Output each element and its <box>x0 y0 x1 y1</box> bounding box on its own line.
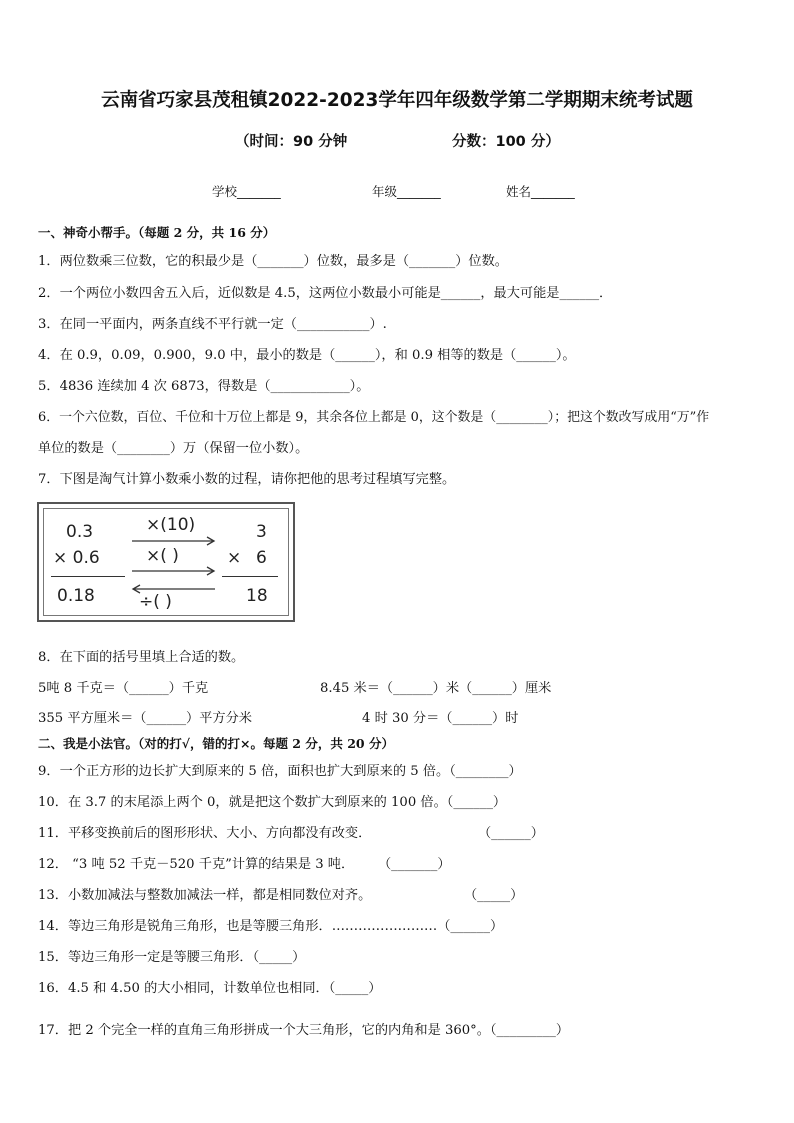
question-2: 2．一个两位小数四舍五入后，近似数是 4.5，这两位小数最小可能是______，最大可能是______． <box>38 286 613 301</box>
page-title: 云南省巧家县茂租镇2022-2023学年四年级数学第二学期期末统考试题 <box>101 90 693 111</box>
question-12: 12． “3 吨 52 千克－520 千克”计算的结果是 3 吨． <box>38 857 355 872</box>
exam-time: （时间：90 分钟 <box>235 134 348 150</box>
question-12-blank: （_______） <box>378 857 451 872</box>
question-13-blank: （_____） <box>464 888 524 903</box>
diagram-left-result: 0.18 <box>57 586 95 606</box>
diagram-left-top: 0.3 <box>66 522 94 542</box>
diagram-arrow-label-1: ×(10) <box>146 515 196 535</box>
question-6-line-2: 单位的数是（________）万（保留一位小数）。 <box>38 441 309 456</box>
diagram-right-result: 18 <box>246 586 268 606</box>
diagram-arrow-label-2: ×( ) <box>146 546 179 566</box>
right-arrow-icon <box>131 566 217 576</box>
section-2-heading: 二、我是小法官。（对的打√，错的打×。每题 2 分，共 20 分） <box>38 736 394 751</box>
question-4: 4．在 0.9，0.09，0.900，9.0 中，最小的数是（______），和 0.9 相等的数是（______）。 <box>38 348 576 363</box>
question-8c: 355 平方厘米＝（______）平方分米 <box>38 711 252 726</box>
question-6-line-1: 6．一个六位数，百位、千位和十万位上都是 9，其余各位上都是 0，这个数是（________）；把这个数改写成用“万”作 <box>38 410 710 425</box>
question-14: 14．等边三角形是锐角三角形，也是等腰三角形．……………………（______） <box>38 919 504 934</box>
name-field: 姓名_______ <box>506 184 575 199</box>
question-8d: 4 时 30 分＝（______）时 <box>362 711 519 726</box>
question-9: 9．一个正方形的边长扩大到原来的 5 倍，面积也扩大到原来的 5 倍。（________） <box>38 764 522 779</box>
question-17: 17．把 2 个完全一样的直角三角形拼成一个大三角形，它的内角和是 360°。（_________） <box>38 1023 570 1038</box>
question-7: 7．下图是淘气计算小数乘小数的过程，请你把他的思考过程填写完整。 <box>38 472 456 487</box>
section-1-heading: 一、神奇小帮手。（每题 2 分，共 16 分） <box>38 225 276 240</box>
question-10: 10．在 3.7 的末尾添上两个 0，就是把这个数扩大到原来的 100 倍。（______） <box>38 795 507 810</box>
diagram-left-multiplier: × 0.6 <box>53 548 100 568</box>
diagram-left-rule <box>51 576 125 577</box>
school-field: 学校_______ <box>212 184 281 199</box>
question-8: 8．在下面的括号里填上合适的数。 <box>38 650 245 665</box>
right-arrow-icon <box>131 536 217 546</box>
question-11-blank: （______） <box>478 826 544 841</box>
question-11: 11．平移变换前后的图形形状、大小、方向都没有改变． <box>38 826 372 841</box>
diagram-right-top: 3 <box>256 522 267 542</box>
question-16: 16．4.5 和 4.50 的大小相同，计数单位也相同．（_____） <box>38 981 382 996</box>
grade-field: 年级_______ <box>372 184 441 199</box>
question-5: 5．4836 连续加 4 次 6873，得数是（____________）。 <box>38 379 370 394</box>
question-15: 15．等边三角形一定是等腰三角形．（_____） <box>38 950 306 965</box>
diagram-arrow-label-3: ÷( ) <box>139 592 172 612</box>
question-3: 3．在同一平面内，两条直线不平行就一定（___________）. <box>38 317 387 332</box>
question-1: 1．两位数乘三位数，它的积最少是（_______）位数，最多是（_______）位数。 <box>38 254 508 269</box>
diagram-right-rule <box>222 576 278 577</box>
question-13: 13．小数加减法与整数加减法一样，都是相同数位对齐。 <box>38 888 372 903</box>
question-8b: 8.45 米＝（______）米（______）厘米 <box>320 681 552 696</box>
multiplication-diagram <box>37 502 295 622</box>
diagram-right-times: × <box>227 548 242 568</box>
question-8a: 5吨 8 千克＝（______）千克 <box>38 681 209 696</box>
diagram-right-multiplier: 6 <box>256 548 267 568</box>
exam-score: 分数：100 分） <box>452 134 560 150</box>
